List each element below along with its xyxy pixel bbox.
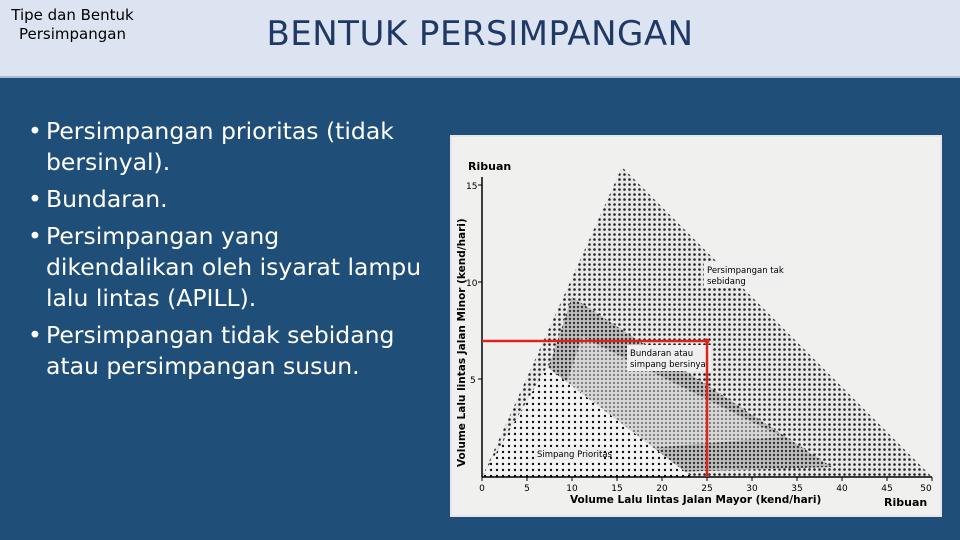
x-tick-label: 35 [791, 484, 803, 494]
bullet-item: • Bundaran. [28, 184, 428, 215]
region-label-roundabout: Bundaran atau [630, 349, 694, 359]
x-tick-label: 20 [656, 484, 668, 494]
reference-point [705, 339, 710, 344]
intersection-type-chart-image [450, 135, 942, 517]
region-label-priority: Simpang Prioritas [537, 450, 612, 460]
bullet-item: • Persimpangan tidak sebidang atau persimpangan susun. [28, 320, 428, 382]
chart-svg [452, 137, 940, 515]
x-tick-label: 5 [524, 484, 530, 494]
x-tick-label: 0 [479, 484, 485, 494]
region-label-grade-separated: Persimpangan tak [707, 266, 784, 276]
x-axis-title: Volume Lalu lintas Jalan Mayor (kend/hari) [570, 494, 822, 506]
x-tick-label: 30 [746, 484, 758, 494]
x-tick-label: 15 [611, 484, 623, 494]
slide-title: BENTUK PERSIMPANGAN [266, 14, 694, 54]
bullet-list [28, 116, 428, 388]
region-label-grade-separated: sebidang [707, 277, 746, 287]
y-axis-title: Volume Lalu lintas Jalan Minor (kend/hari) [456, 218, 468, 467]
y-tick-label: 5 [470, 376, 476, 386]
x-axis-unit: Ribuan [884, 496, 928, 509]
x-tick-label: 10 [566, 484, 578, 494]
y-tick-label: 15 [466, 182, 478, 192]
bullet-item: • Persimpangan yang dikendalikan oleh isyarat lampu lalu lintas (APILL). [28, 221, 428, 314]
y-tick-label: 10 [466, 279, 478, 289]
x-tick-label: 45 [881, 484, 893, 494]
slide-header [0, 0, 960, 78]
y-axis-unit: Ribuan [468, 160, 512, 173]
x-tick-label: 25 [701, 484, 713, 494]
x-tick-label: 40 [836, 484, 848, 494]
region-label-roundabout: simpang bersinyal [630, 360, 709, 370]
bullet-item: • Persimpangan prioritas (tidak bersinyal). [28, 116, 428, 178]
section-subtitle: Tipe dan Bentuk Persimpangan [11, 6, 134, 43]
x-tick-label: 50 [920, 484, 932, 494]
